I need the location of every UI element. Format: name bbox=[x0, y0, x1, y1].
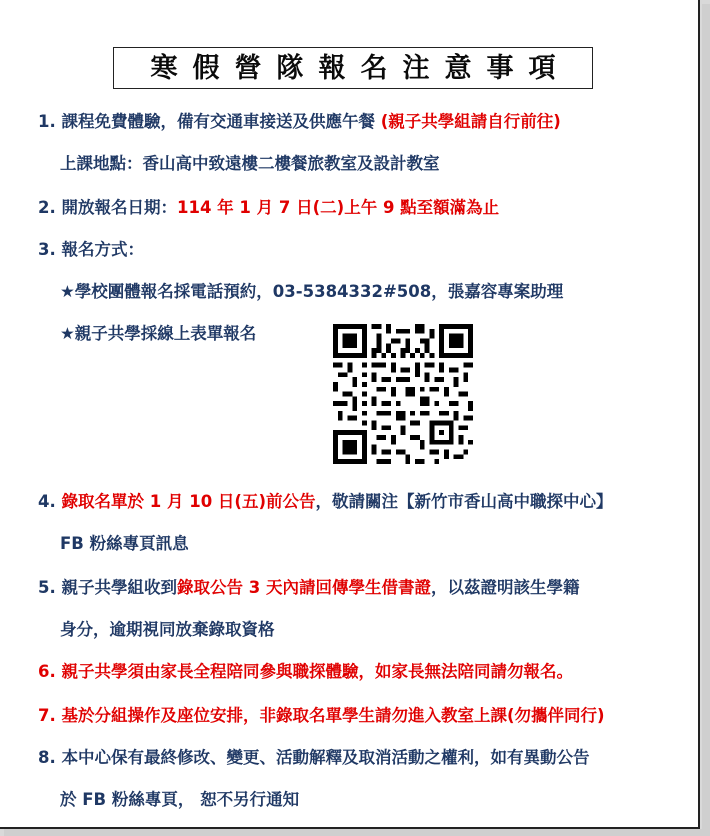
item-5-highlight: 錄取公告 3 天內請回傳學生借書證 bbox=[177, 578, 431, 597]
item-4-follow: ，敬請關注【新竹市香山高中職探中心】 bbox=[315, 492, 613, 511]
item-1-note: (親子共學組請自行前往) bbox=[380, 112, 561, 131]
item-4-fb: FB 粉絲專頁訊息 bbox=[60, 534, 189, 553]
item-5-lead: 5. 親子共學組收到 bbox=[38, 578, 177, 597]
item-1-line bbox=[38, 111, 561, 133]
page-shadow-right bbox=[702, 4, 710, 836]
item-3-online: ★親子共學採線上表單報名 bbox=[60, 324, 257, 343]
item-1-location: 上課地點：香山高中致遠樓二樓餐旅教室及設計教室 bbox=[60, 154, 440, 173]
item-3-phone: ★學校團體報名採電話預約，03-5384332#508，張嘉容專案助理 bbox=[60, 282, 564, 301]
item-7: 7. 基於分組操作及座位安排，非錄取名單學生請勿進入教室上課(勿攜伴同行) bbox=[38, 706, 605, 725]
item-4-number: 4. bbox=[38, 492, 56, 511]
item-2-date: 114 年 1 月 7 日(二)上午 9 點至額滿為止 bbox=[177, 198, 500, 217]
item-2-line bbox=[38, 197, 499, 219]
item-5-line bbox=[38, 577, 579, 599]
item-2-label: 2. 開放報名日期： bbox=[38, 198, 177, 217]
page-shadow-bottom bbox=[4, 829, 710, 836]
item-3-label: 3. 報名方式： bbox=[38, 240, 144, 259]
qr-code-icon[interactable] bbox=[333, 324, 473, 464]
item-8-cont: 於 FB 粉絲專頁， 恕不另行通知 bbox=[60, 790, 300, 809]
item-5-tail: ，以茲證明該生學籍 bbox=[430, 578, 580, 597]
item-5-cont: 身分，逾期視同放棄錄取資格 bbox=[60, 620, 275, 639]
item-4-line bbox=[38, 491, 613, 513]
item-6: 6. 親子共學須由家長全程陪同參與職探體驗，如家長無法陪同請勿報名。 bbox=[38, 662, 573, 681]
item-4-announcement: 錄取名單於 1 月 10 日(五)前公告 bbox=[61, 492, 316, 511]
page-title: 寒假營隊報名注意事項 bbox=[113, 47, 593, 89]
item-1-text: 1. 課程免費體驗，備有交通車接送及供應午餐 bbox=[38, 112, 375, 131]
item-8: 8. 本中心保有最終修改、變更、活動解釋及取消活動之權利，如有異動公告 bbox=[38, 748, 590, 767]
